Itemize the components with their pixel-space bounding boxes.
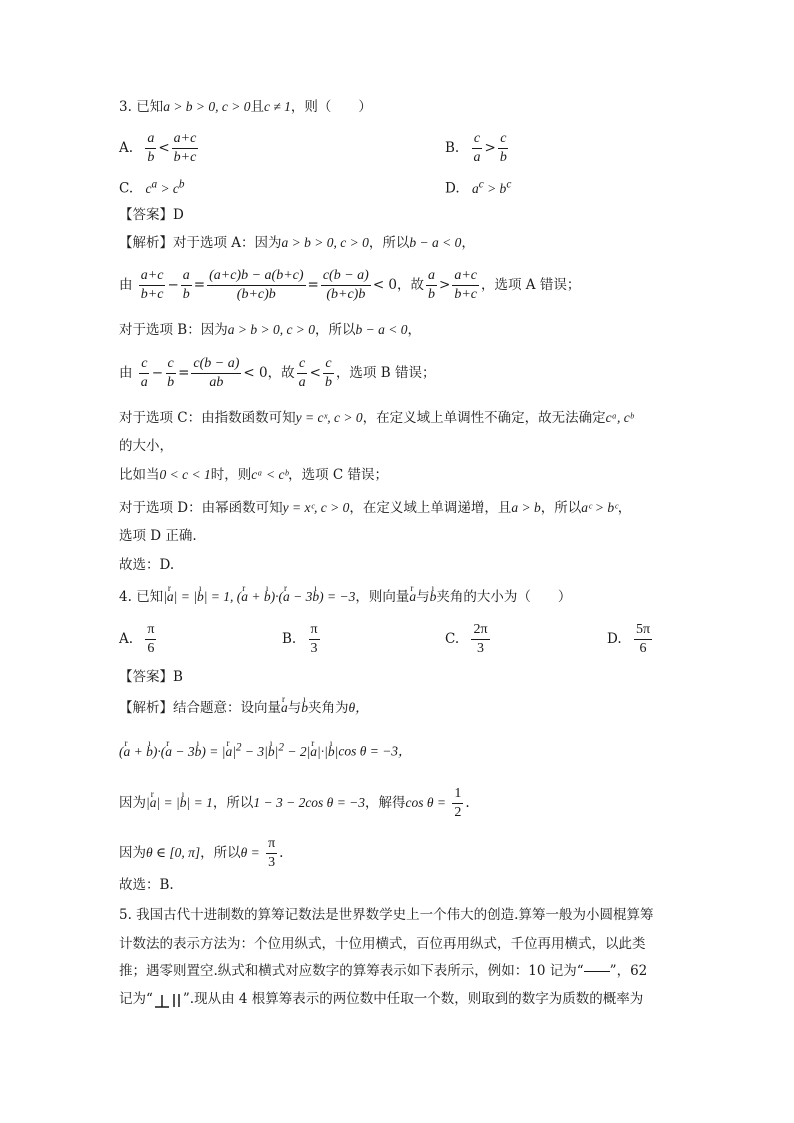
q3-analysis-d1: 对于选项 D：由幂函数可知y = xᶜ, c > 0，在定义域上单调递增，且a > b，所以aᶜ > bᶜ，: [119, 500, 632, 516]
q3-analysis-d2: 选项 D 正确.: [119, 528, 197, 544]
q3-analysis-b2: 由 $\frac{c}{a}$ − $\frac{c}{b}$ = $\frac{c(b - a)}{ab}$ < 0，故 $\frac{c}{a}$ < $\frac{c}{b}$ ，选项 B 错误；: [119, 356, 436, 390]
counting-rod-ten-icon: [584, 971, 610, 973]
q4-analysis-l4: 因为θ ∈ [0, π]，所以θ = $\frac{\pi}{3}$ .: [119, 836, 284, 870]
q5-line3: 推；遇零则置空.纵式和横式对应数字的算筹表示如下表所示，例如：10 记为“ ”，62: [119, 963, 648, 979]
q4-option-a: A. $\frac{\pi}{6}$: [119, 622, 155, 656]
question-number: 4.: [119, 589, 132, 605]
q3-option-a: A. $\frac{a}{b}$ < $\frac{a+c}{b+c}$: [119, 131, 197, 165]
q5-line2: 计数法的表示方法为：个位用纵式，十位用横式，百位再用纵式，千位再用横式，以此类: [119, 936, 646, 952]
q3-option-b: B. $\frac{c}{a}$ > $\frac{c}{b}$: [445, 131, 507, 165]
q3-answer: 【答案】D: [119, 207, 184, 223]
q4-choose: 故选：B.: [119, 877, 174, 893]
q5-line1: 5. 我国古代十进制数的算筹记数法是世界数学史上一个伟大的创造.算筹一般为小圆棍算筹: [119, 907, 654, 923]
q3-stem: 3. 已知a > b > 0, c > 0且c ≠ 1，则（ ）: [119, 99, 372, 115]
q3-choose: 故选：D.: [119, 557, 175, 573]
q3-option-d: D. $a^c > b^c$: [445, 178, 512, 197]
q4-answer: 【答案】B: [119, 669, 183, 685]
q4-analysis-l2: (r a + ı b)·(r a − 3ı b) = |r $a|^2$ − 3|ı $b|^2 - 2|r$ a|·|ı b|cos θ = −3，: [119, 738, 412, 761]
q4-stem: 4. 已知|r a| = |ı b| = 1, (r a + ı b)·(r a − 3ı b) = −3，则向量r a与ı b夹角的大小为（ ）: [119, 588, 571, 606]
q4-analysis-l3: 因为|r a| = |ı b| = 1，所以1 − 3 − 2cos θ = −3，解得cos θ = $\frac{1}{2}$ .: [119, 786, 470, 821]
q4-analysis-l1: 【解析】结合题意：设向量r a与ı b夹角为θ，: [119, 699, 369, 717]
q3-analysis-c1: 对于选项 C：由指数函数可知y = cˣ, c > 0，在定义域上单调性不确定，故无法确定cᵃ, cᵇ: [119, 410, 634, 426]
q3-analysis-c2: 的大小，: [119, 438, 173, 454]
q4-option-b: B. $\frac{\pi}{3}$: [282, 622, 318, 656]
q3-analysis-c3: 比如当0 < c < 1时，则cᵃ < cᵇ，选项 C 错误；: [119, 467, 388, 483]
question-number: 3.: [119, 99, 132, 115]
q3-analysis-b1: 对于选项 B：因为a > b > 0, c > 0，所以b − a < 0，: [119, 322, 422, 338]
q3-option-c: C. $c^a > c^b$: [119, 178, 185, 197]
q3-analysis-a1: 【解析】对于选项 A：因为a > b > 0, c > 0，所以b − a < 0，: [119, 235, 475, 251]
q3-analysis-a2: 由 $\frac{a+c}{b+c}$ − $\frac{a}{b}$ = $\frac{(a+c)b - a(b+c)}{(b+c)b}$ = $\frac{c(b - a)}{(b+c)b}$ < 0，故 $\frac{a}{b}$ > $\frac{a+c}{b+c}$ ，选项 A 错误；: [119, 268, 581, 302]
q5-line4: 记为“ ”.现从由 4 根算筹表示的两位数中任取一个数，则取到的数字为质数的概率为: [119, 991, 644, 1007]
counting-rod-62-icon: [153, 991, 183, 1009]
q4-option-c: C. $\frac{2\pi}{3}$: [445, 622, 488, 656]
q4-option-d: D. $\frac{5\pi}{6}$: [607, 622, 651, 656]
